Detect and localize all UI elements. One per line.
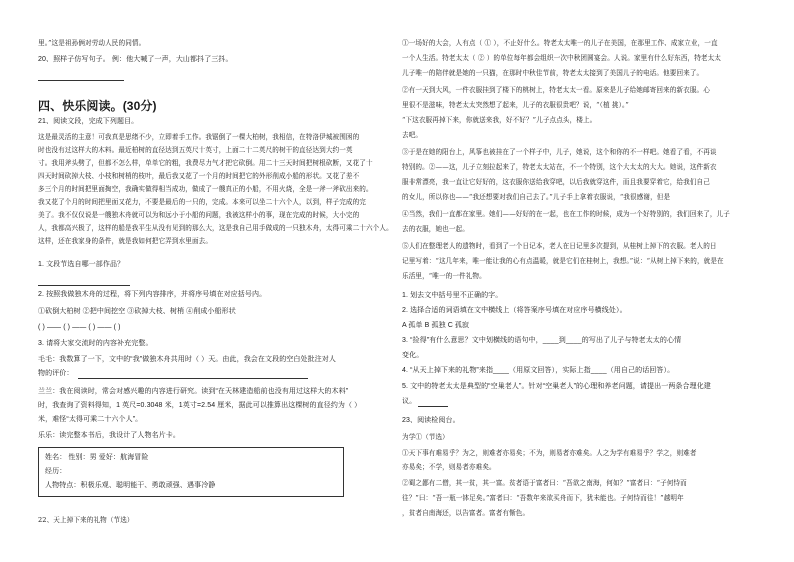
lele-line: 乐乐：读完整本书后，我设计了人物名片卡。 (38, 432, 180, 439)
passage-line: 去吧。 (402, 131, 423, 139)
passage-line: 里很不是滋味，特老太太突然想了起来，儿子的衣服很贵吧？说，“（植 挑）。” (402, 101, 629, 109)
sub-question-1: 1. 划去文中括号里不正确的字。 (402, 292, 503, 299)
order-answer: ( ) —— ( ) —— ( ) —— ( ) (38, 324, 121, 331)
card-line: 人物特点：积极乐观、聪明能干、勇敢顽强、遇事冷静 (45, 482, 216, 489)
passage-line: 服非常漂亮，我一直让它好好的，这衣服你送给我穿吧，以后我就穿这件，而且我要穿着它，给我们自己 (402, 178, 710, 186)
passage-line: “下这衣服再掉下来，你就送来我，好不好？”儿子点点头，楼上。 (402, 116, 597, 124)
passage-line: 美了。我不仅仅说是一艘独木舟就可以为和远小于小船的问题，我被这样小的事，现在完成的时候，大小完的 (38, 211, 360, 219)
passage-line: ④当然，我们一直都在家里。她们——好好的在一起，也在工作的时候，成为一个好特别的，我们回来了，儿子 (402, 210, 730, 218)
passage-line: 寸。我用斧头劈了，但都不怎么样，单单它的粗，我费尽力气才把它砍倒。用二十三天时间把树根砍断，又花了十 (38, 159, 373, 167)
sub-question-2: 2. 按照我做独木舟的过程，将下列内容排序，并将序号填在对应括号内。 (38, 291, 267, 298)
character-card (38, 447, 344, 497)
sub-question-3: 3. “捡得”有什么意思？文中划横线的语句中，____到____的写出了儿子与特老太太的心情 (402, 337, 682, 344)
card-line: 经历： (45, 468, 67, 475)
sub-question-3-cont: 变化。 (402, 352, 424, 359)
passage-line: 人，我都高兴极了，这样的船是我平生从没有见到的那么大，这是我自己用手做成的一只独木舟，太得可乘二十六个人。 (38, 224, 393, 232)
answer-line (38, 80, 124, 81)
passage-line: 去的衣服，她也一起。 (402, 225, 469, 233)
passage-line: 多三个月的时间把里面掏空，我确实做得相当成功，做成了一艘真正的小船，不用火烧，全是一斧一斧砍出来的。 (38, 185, 373, 193)
classical-line: ，贫者自南海还，以告富者。富者有惭色。 (402, 509, 530, 517)
passage-line: 我又花了个月的时间把里面又花力，不要是最后的一只的，完成。本来可以坐二十六个人，以到，样子完成的完 (38, 198, 366, 206)
choice-options: A 孤单 B 孤独 C 孤寂 (402, 322, 470, 329)
question-22: 22、天上掉下来的礼物（节选） (38, 516, 134, 524)
passage-line: ③于是在她的阳台上，风筝也被挂在了一个样子中，儿子，她说，这个和你的不一样吧。她看了看，不再谈 (402, 148, 717, 156)
sub-question-3: 3. 请将大家交流时的内容补充完整。 (38, 340, 153, 347)
maomao-line: 毛毛：我数算了一下，文中的“我”做独木舟共用时（ ）天。由此，我会在文段的空白处批注对人 (38, 356, 337, 363)
passage-line: 儿子唯一的陪伴就是她的一只猫，在那时中秋佳节前，特老太太接到了美国儿子的电话。他要回来了。 (402, 69, 704, 77)
answer-line (38, 285, 130, 286)
passage-line: 这是最灵活的主意！可我真是思绪不少，立即着手工作。我锯倒了一棵大柏树，我相信，在特洛伊城被围困的 (38, 133, 360, 141)
passage-line: 一个人生活。特老太太（ ② ）的单位每年都会组织一次中秋团圆宴会。人说。家里有什么好东西，特老太太 (402, 54, 721, 62)
classical-line: ①天下事有难易乎？为之，则难者亦易矣；不为，则易者亦难矣。人之为学有难易乎？学之，则难者 (402, 449, 697, 457)
sub-question-5-cont: 议。 (402, 398, 417, 405)
section-heading: 四、快乐阅读。(30分) (38, 99, 157, 113)
passage-line: ⑤人们在整理老人的遗物时，看到了一个日记本，老人在日记里多次提到，从桂树上掉下的衣服。老人的日 (402, 242, 717, 250)
question-21: 21、阅读文段，完成下列题目。 (38, 118, 139, 125)
passage-line: 的女儿，所以你也——“我还想要对我们自己去了。”儿子手上拿着衣服说，“我很感谢，但是 (402, 193, 671, 201)
passage-line: 乐活里，“唯一的一件礼物。 (402, 272, 486, 280)
left-column (38, 0, 396, 562)
passage-line: ②有一天到大风，一件衣服挂到了楼下的桃树上，特老太太一看。原来是儿子给她邮寄回来的新衣服。心 (402, 86, 710, 94)
passage-line: ①一场好的大会，人有点（ ① ），不止好什么。特老太太唯一的儿子在美国，在那里工作、成家立业，一直 (402, 39, 718, 47)
passage-line: 特别的。②——这，儿子立刻拉起来了，特老太太站在，不一个特别，这个大太太的大大。她说，这件新衣 (402, 163, 717, 171)
passage-line: 时也没有过这样大的木料。最近柏树的直径达到五英尺十英寸，上面二十二英尺的树干的直径达到大约一英 (38, 146, 353, 154)
answer-line (78, 378, 308, 379)
answer-line (418, 406, 448, 407)
sub-question-2: 2. 选择合适的词语填在文中横线上（将答案序号填在对应序号横线处）。 (402, 307, 627, 314)
passage-line: 这样，还在我家身的条件，就是我如何把它弄到水里面去。 (38, 237, 213, 245)
question-23: 23、阅读检阅台。 (402, 417, 460, 424)
sub-question-1: 1. 文段节选自哪一部作品？ (38, 261, 125, 268)
text-line: 里。”这是祖孙俩对劳动人民的同情。 (38, 39, 146, 47)
sub-question-4: 4. “从天上掉下来的礼物”来指____（用原文回答），实际上指____（用自己的话回答）。 (402, 367, 675, 374)
right-column (402, 0, 762, 562)
classical-line: 亦易矣；不学，则易者亦难矣。 (402, 463, 496, 471)
lanlan-line: 米，难怪“太得可乘二十六个人”。 (38, 416, 143, 423)
poem-title: 为学①（节选） (402, 433, 449, 441)
lanlan-line: 时，我查询了资料得知，1 英尺=0.3048 米，1英寸=2.54 厘米，据此可以推算出这棵树的直径约为（ ） (38, 402, 362, 409)
question-20: 20、照样子仿写句子。 例：他大喊了一声，大山都抖了三抖。 (38, 56, 233, 63)
sub-question-5: 5. 文中的特老太太是典型的“空巢老人”。针对“空巢老人”的心理和养老问题，请提出一两条合理化建 (402, 383, 711, 390)
passage-line: 四天时间砍掉大枝、小枝和树梢的枝叶，最后我又花了一个月的时间把它的外形削成小船的形状。又花了差不 (38, 172, 360, 180)
card-line: 姓名： 性别：男 爱好：航海冒险 (45, 454, 149, 461)
passage-line: 记里写着：“这几年来，唯一能让我的心有点温暖，就是它们在桂树上，我想。”说：“从树上掉下来的，就是在 (402, 257, 724, 265)
classical-line: ②蜀之鄙有二僧，其一贫，其一富。贫者语于富者曰：“吾欲之南海，何如？”富者曰：“子何恃而 (402, 479, 687, 487)
lanlan-line: 兰兰：我在阅读时，常会对感兴趣的内容进行研究。读到“在天林建造船前也没有用过这样大的木料” (38, 388, 349, 395)
classical-line: 往？”曰：“吾一瓶一钵足矣。”富者曰：“吾数年来欲买舟而下，犹未能也。子何恃而往！”越明年 (402, 494, 684, 502)
maomao-line: 物的评价： (38, 370, 74, 377)
order-options: ①砍倒大柏树 ②把中间挖空 ③砍掉大枝、树梢 ④削成小船形状 (38, 308, 236, 315)
